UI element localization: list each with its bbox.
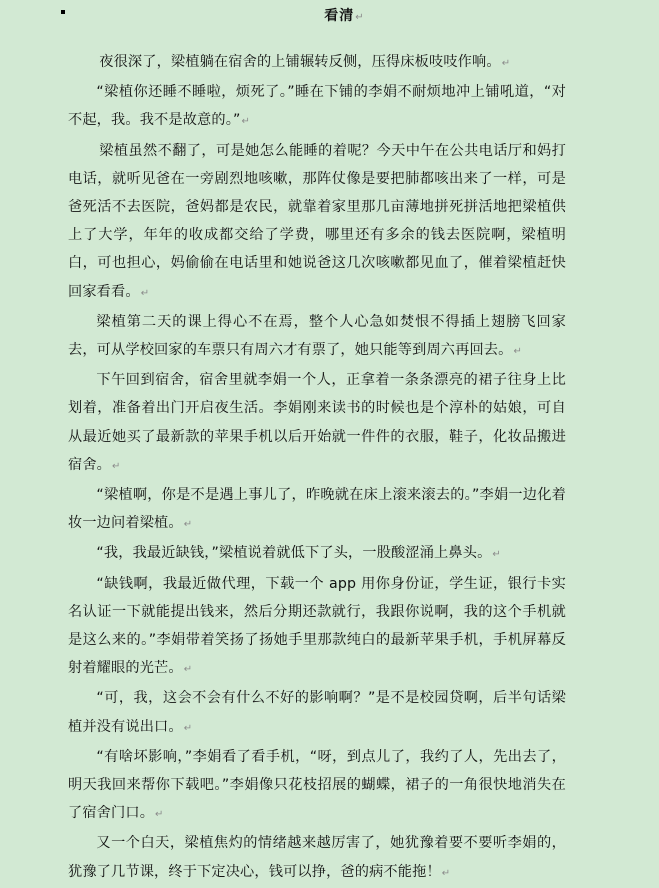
paragraph-mark-icon: ↵ <box>513 346 522 358</box>
paragraph-text: “可，我，这会不会有什么不好的影响啊？”是不是校园贷啊，后半句话梁植并没有说出口。 <box>68 690 566 735</box>
paragraph-text: 下午回到宿舍，宿舍里就李娟一个人，正拿着一条条漂亮的裙子往身上比划着，准备着出门开启夜生活。李娟刚来读书的时候也是个淳朴的姑娘，可自从最近她买了最新款的苹果手机以后开始就一件件的衣服，鞋子，化妆品搬进宿舍。 <box>68 372 566 473</box>
paragraph-mark-icon: ↵ <box>183 722 193 734</box>
paragraph-10 <box>68 743 566 830</box>
paragraph-text: 夜很深了，梁植躺在宿舍的上铺辗转反侧，压得床板吱吱作响。 <box>99 54 501 70</box>
paragraph-mark-icon: ↵ <box>501 58 511 69</box>
document-body[interactable] <box>68 48 566 888</box>
paragraph-text: 梁植虽然不翻了，可是她怎么能睡的着呢？今天中午在公共电话厅和妈打电话，就听见爸在一旁剧烈地咳嗽，那阵仗像是要把肺都咳出来了一样，可是爸死活不去医院，爸妈都是农民，就靠着家里那几亩薄地拼死拼活地把梁植供上了大学，年年的收成都交给了学费，哪里还有多余的钱去医院啊，梁植明白，可也担心，妈偷偷在电话里和她说爸这几次咳嗽都见血了，催着梁植赶快回家看看。 <box>68 142 566 300</box>
paragraph-9 <box>68 684 566 742</box>
paragraph-text: “有啥坏影响，”李娟看了看手机，“呀，到点儿了，我约了人，先出去了，明天我回来帮你下载吧。”李娟像只花枝招展的蝴蝶，裙子的一角很快地消失在了宿舍门口。 <box>68 748 566 822</box>
paragraph-1 <box>68 48 566 78</box>
paragraph-mark-icon: ↵ <box>183 664 193 676</box>
paragraph-mark-icon: ↵ <box>140 287 150 299</box>
paragraph-4 <box>68 308 566 366</box>
paragraph-2 <box>68 78 566 136</box>
paragraph-mark-icon: ↵ <box>155 809 164 821</box>
paragraph-mark-icon: ↵ <box>241 116 250 128</box>
paragraph-3 <box>68 137 566 308</box>
paragraph-mark-icon: ↵ <box>183 519 193 531</box>
paragraph-11 <box>68 829 566 887</box>
paragraph-8 <box>68 570 566 685</box>
paragraph-5 <box>68 366 566 481</box>
paragraph-text: “缺钱啊，我最近做代理，下载一个 app 用你身份证，学生证，银行卡实名认证一下就能提出钱来，然后分期还款就行，我跟你说啊，我的这个手机就是这么来的。”李娟带着笑扬了扬她手里那款纯白的最新苹果手机，手机屏幕反射着耀眼的光芒。 <box>68 575 566 677</box>
paragraph-6 <box>68 481 566 539</box>
paragraph-text: 梁植第二天的课上得心不在焉，整个人心急如焚恨不得插上翅膀飞回家去，可从学校回家的车票只有周六才有票了，她只能等到周六再回去。 <box>68 313 566 359</box>
paragraph-7 <box>68 539 566 569</box>
paragraph-text: “梁植你还睡不睡啦，烦死了。”睡在下铺的李娟不耐烦地冲上铺吼道，“对不起，我。我不是故意的。” <box>68 84 566 129</box>
paragraph-text: “我，我最近缺钱，”梁植说着就低下了头，一股酸涩涌上鼻头。 <box>96 545 492 562</box>
paragraph-mark-icon: ↵ <box>441 867 451 879</box>
paragraph-text: 又一个白天，梁植焦灼的情绪越来越厉害了，她犹豫着要不要听李娟的，犹豫了几节课，终于下定决心，钱可以挣，爸的病不能拖！ <box>68 835 566 880</box>
paragraph-text: “梁植啊，你是不是遇上事儿了，昨晚就在床上滚来滚去的。”李娟一边化着妆一边问着梁植。 <box>68 487 566 532</box>
paragraph-mark-icon: ↵ <box>112 460 121 472</box>
paragraph-mark-icon: ↵ <box>492 549 501 561</box>
document-title-text: 看清 <box>324 8 355 24</box>
document-title <box>0 5 659 25</box>
paragraph-mark-icon: ↵ <box>355 12 365 23</box>
